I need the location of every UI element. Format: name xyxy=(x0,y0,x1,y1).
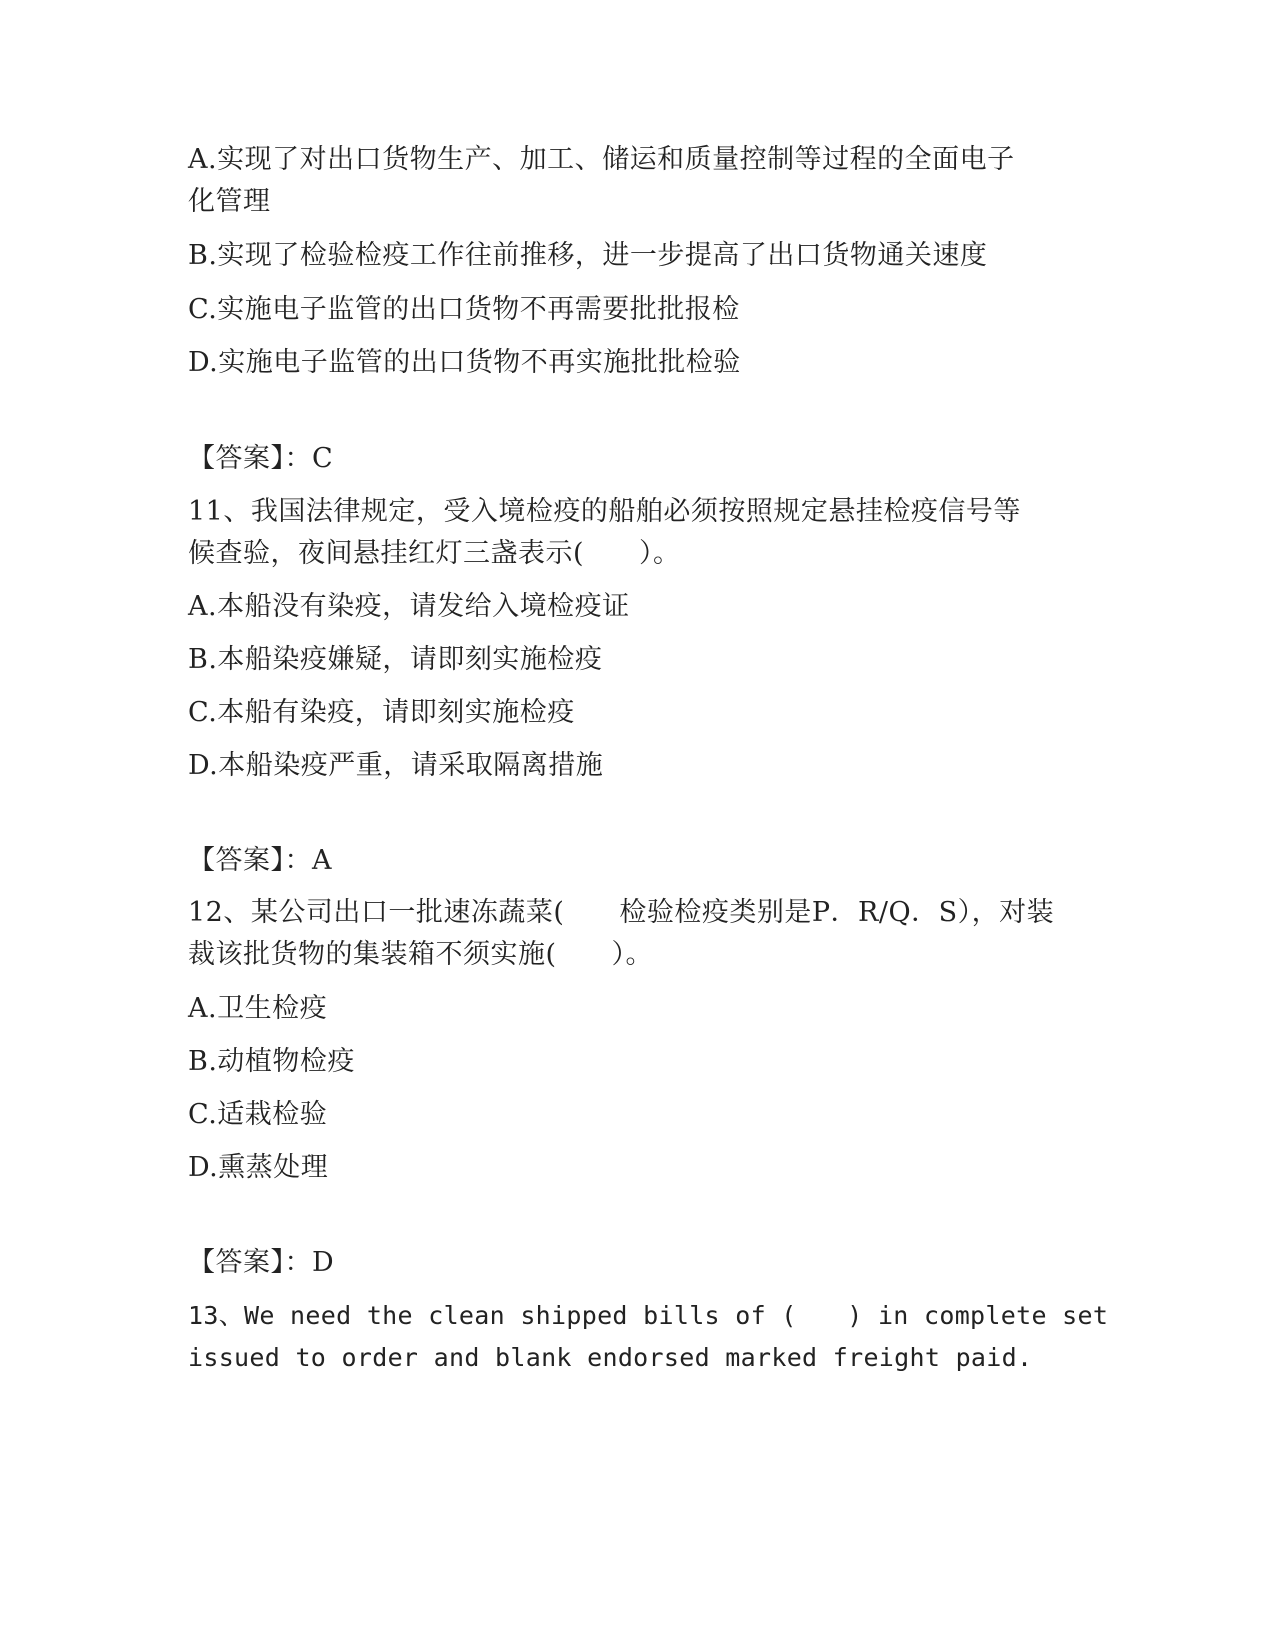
q12-stem-line1: 12、某公司出口一批速冻蔬菜( 检验检疫类别是P．R/Q．S），对装 xyxy=(188,897,1055,928)
q12-option-b: B.动植物检疫 xyxy=(188,1046,355,1077)
q11-stem-line1: 11、我国法律规定，受入境检疫的船舶必须按照规定悬挂检疫信号等 xyxy=(188,496,1021,527)
q11-option-a: A.本船没有染疫，请发给入境检疫证 xyxy=(188,591,630,622)
q11-stem-line2: 候查验，夜间悬挂红灯三盏表示( ）。 xyxy=(188,538,681,569)
q10-option-c: C.实施电子监管的出口货物不再需要批批报检 xyxy=(188,294,740,325)
q12-option-d: D.熏蒸处理 xyxy=(188,1152,329,1183)
q11-answer: 【答案】：A xyxy=(188,845,332,876)
q11-option-c: C.本船有染疫，请即刻实施检疫 xyxy=(188,697,575,728)
q10-option-d: D.实施电子监管的出口货物不再实施批批检验 xyxy=(188,347,741,378)
q12-answer: 【答案】：D xyxy=(188,1247,335,1278)
q13-stem-line1: 13、We need the clean shipped bills of ( ) in complete set xyxy=(188,1301,1109,1330)
q12-option-a: A.卫生检疫 xyxy=(188,993,328,1024)
q11-option-b: B.本船染疫嫌疑，请即刻实施检疫 xyxy=(188,644,603,675)
q13-stem-line2: issued to order and blank endorsed marked freight paid. xyxy=(188,1343,1033,1372)
q11-option-d: D.本船染疫严重，请采取隔离措施 xyxy=(188,750,604,781)
q10-answer: 【答案】：C xyxy=(188,443,334,474)
q10-option-a-line2: 化管理 xyxy=(188,186,271,217)
q12-option-c: C.适栽检验 xyxy=(188,1099,328,1130)
q10-option-b: B.实现了检验检疫工作往前推移，进一步提高了出口货物通关速度 xyxy=(188,240,988,271)
q12-stem-line2: 裁该批货物的集装箱不须实施( ）。 xyxy=(188,939,654,970)
q10-option-a-line1: A.实现了对出口货物生产、加工、储运和质量控制等过程的全面电子 xyxy=(188,144,1015,175)
